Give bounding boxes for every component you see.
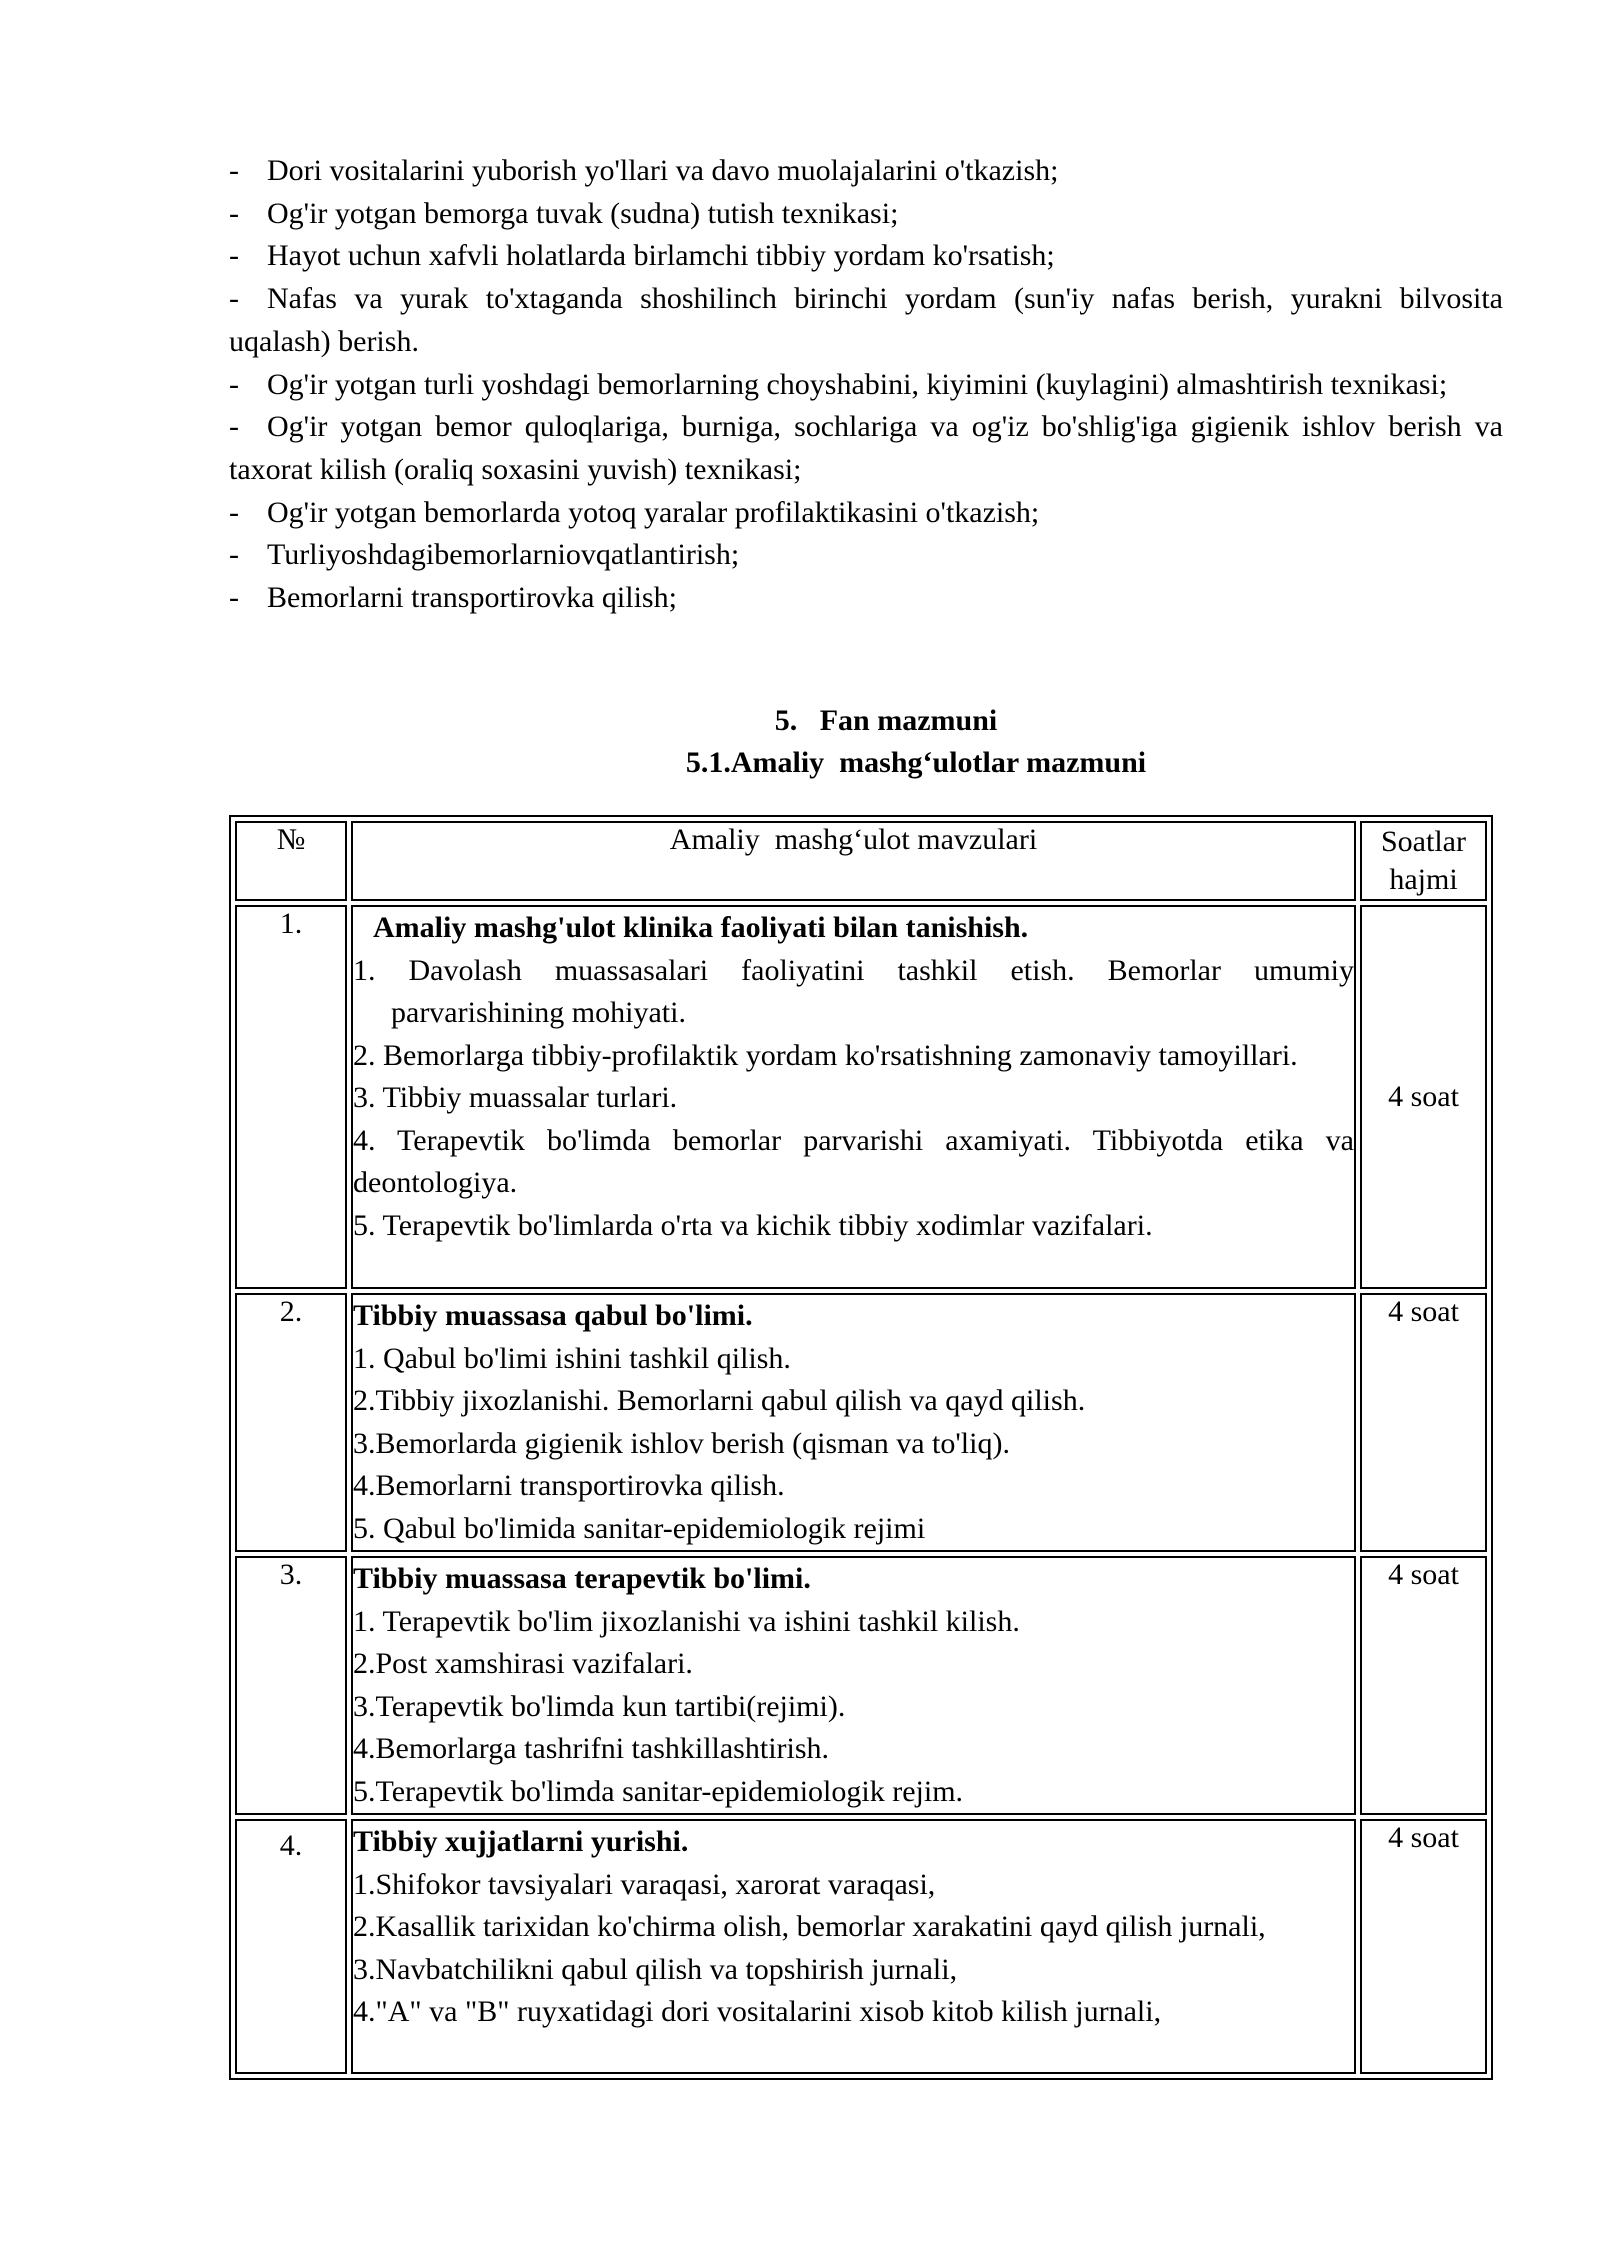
topic-item: 5. Qabul bo'limida sanitar-epidemiologik rejimi — [353, 1511, 926, 1545]
row-topic — [351, 1556, 1356, 1815]
bullet-item: - Nafas va yurak to'xtaganda shoshilinch birinchi yordam (sun'iy nafas berish, yurakni bilvosita uqalash) berish. — [229, 282, 1503, 358]
row-topic — [351, 905, 1356, 1289]
row-topic — [351, 1293, 1356, 1552]
row-number — [235, 1819, 347, 2074]
table-row — [235, 1556, 1487, 1815]
row-number-text: 1. — [279, 907, 303, 940]
bullet-text: Og'ir yotgan turli yoshdagi bemorlarning choyshabini, kiyimini (kuylagini) almashtirish texnikasi; — [267, 367, 1448, 401]
bullet-item: - Og'ir yotgan turli yoshdagi bemorlarning choyshabini, kiyimini (kuylagini) almashtirish texnikasi; — [229, 367, 1448, 401]
bullet-list — [229, 150, 1503, 620]
table-header-row — [235, 821, 1487, 901]
section-headings — [229, 700, 1503, 784]
table-row — [235, 1819, 1487, 2074]
row-hours: 4 soat — [1360, 1556, 1487, 1815]
table-row — [235, 905, 1487, 1289]
topic-title: Amaliy mashg'ulot klinika faoliyati bilan tanishish. — [373, 911, 1029, 944]
row-topic — [351, 1819, 1356, 2074]
header-topics: Amaliy mashg‘ulot mavzulari — [351, 821, 1356, 901]
topic-item: 3.Navbatchilikni qabul qilish va topshirish jurnali, — [353, 1952, 958, 1986]
topic-item: 5. Terapevtik bo'limlarda o'rta va kichik tibbiy xodimlar vazifalari. — [353, 1208, 1153, 1242]
bullet-item: - Og'ir yotgan bemorlarda yotoq yaralar profilaktikasini o'tkazish; — [229, 495, 1040, 529]
header-hours-line1: Soatlar — [1381, 825, 1466, 858]
topic-item: 2.Kasallik tarixidan ko'chirma olish, bemorlar xarakatini qayd qilish jurnali, — [353, 1910, 1266, 1943]
row-hours: 4 soat — [1360, 1293, 1487, 1552]
topic-item: 4."A" va "B" ruyxatidagi dori vositalarini xisob kitob kilish jurnali, — [353, 1995, 1162, 2028]
topic-title: Tibbiy xujjatlarni yurishi. — [353, 1825, 689, 1858]
topic-title: Tibbiy muassasa terapevtik bo'limi. — [353, 1562, 811, 1595]
bullet-text: Turliyoshdagibemorlarniovqatlantirish; — [267, 538, 740, 572]
topic-item: 1.Shifokor tavsiyalari varaqasi, xarorat varaqasi, — [353, 1867, 936, 1901]
topic-item: 3. Tibbiy muassalar turlari. — [353, 1081, 678, 1114]
topic-item: 4.Bemorlarni transportirovka qilish. — [353, 1469, 785, 1502]
subsection-heading: 5.1.Amaliy mashg‘ulotlar mazmuni — [685, 746, 1147, 779]
header-hours — [1360, 821, 1487, 901]
bullet-text: Bemorlarni transportirovka qilish; — [267, 581, 677, 615]
topic-item: 1. Qabul bo'limi ishini tashkil qilish. — [353, 1341, 791, 1375]
topic-item: 2.Post xamshirasi vazifalari. — [353, 1647, 693, 1680]
topic-item: 4. Terapevtik bo'limda bemorlar parvarishi axamiyati. Tibbiyotda etika va deontologiya. — [353, 1123, 1354, 1199]
bullet-text: Hayot uchun xafvli holatlarda birlamchi tibbiy yordam ko'rsatish; — [267, 239, 1055, 273]
bullet-text: Dori vositalarini yuborish yo'llari va davo muolajalarini o'tkazish; — [267, 154, 1059, 187]
bullet-item: - Bemorlarni transportirovka qilish; — [229, 581, 677, 615]
section-heading: 5. Fan mazmuni — [774, 704, 998, 737]
row-number-text: 2. — [279, 1295, 303, 1328]
topic-item: 1. Terapevtik bo'lim jixozlanishi va ishini tashkil kilish. — [353, 1604, 1020, 1638]
row-number — [235, 1293, 347, 1552]
bullet-item: - Turliyoshdagibemorlarniovqatlantirish; — [229, 538, 740, 572]
bullet-item: - Hayot uchun xafvli holatlarda birlamchi tibbiy yordam ko'rsatish; — [229, 239, 1055, 273]
row-number — [235, 905, 347, 1289]
bullet-item: - Og'ir yotgan bemorga tuvak (sudna) tutish texnikasi; — [229, 196, 899, 230]
bullet-text: Og'ir yotgan bemor quloqlariga, burniga, sochlariga va og'iz bo'shlig'iga gigienik ishlov berish va taxorat kilish (oraliq soxasini yuvish) texnikasi; — [229, 410, 1503, 486]
topic-title: Tibbiy muassasa qabul bo'limi. — [353, 1299, 753, 1332]
row-number — [235, 1556, 347, 1815]
header-number: № — [235, 821, 347, 901]
bullet-text: Og'ir yotgan bemorlarda yotoq yaralar profilaktikasini o'tkazish; — [267, 495, 1040, 529]
topic-item: 2. Bemorlarga tibbiy-profilaktik yordam ko'rsatishning zamonaviy tamoyillari. — [353, 1038, 1298, 1072]
bullet-text: Og'ir yotgan bemorga tuvak (sudna) tutish texnikasi; — [267, 196, 899, 230]
topic-item: 3.Terapevtik bo'limda kun tartibi(rejimi). — [353, 1689, 846, 1723]
row-number-text: 4. — [279, 1829, 303, 1862]
bullet-item: - Og'ir yotgan bemor quloqlariga, burniga, sochlariga va og'iz bo'shlig'iga gigienik ishlov berish va taxorat kilish (oraliq soxasini yuvish) texnikasi; — [229, 410, 1503, 486]
practical-lessons-table — [229, 815, 1493, 2080]
topic-item: 4.Bemorlarga tashrifni tashkillashtirish. — [353, 1732, 830, 1765]
topic-item: 3.Bemorlarda gigienik ishlov berish (qisman va to'liq). — [353, 1426, 1010, 1460]
bullet-item: - Dori vositalarini yuborish yo'llari va davo muolajalarini o'tkazish; — [229, 154, 1059, 187]
table-row — [235, 1293, 1487, 1552]
row-hours: 4 soat — [1360, 905, 1487, 1289]
topic-item: 5.Terapevtik bo'limda sanitar-epidemiologik rejim. — [353, 1774, 964, 1808]
bullet-text: Nafas va yurak to'xtaganda shoshilinch birinchi yordam (sun'iy nafas berish, yurakni bilvosita uqalash) berish. — [229, 282, 1503, 358]
row-number-text: 3. — [279, 1558, 303, 1591]
header-hours-line2: hajmi — [1389, 863, 1458, 896]
row-hours: 4 soat — [1360, 1819, 1487, 2074]
topic-item: 2.Tibbiy jixozlanishi. Bemorlarni qabul qilish va qayd qilish. — [353, 1384, 1086, 1417]
topic-item: 1. Davolash muassasalari faoliyatini tashkil etish. Bemorlar umumiy parvarishining mohiyati. — [353, 953, 1354, 1029]
